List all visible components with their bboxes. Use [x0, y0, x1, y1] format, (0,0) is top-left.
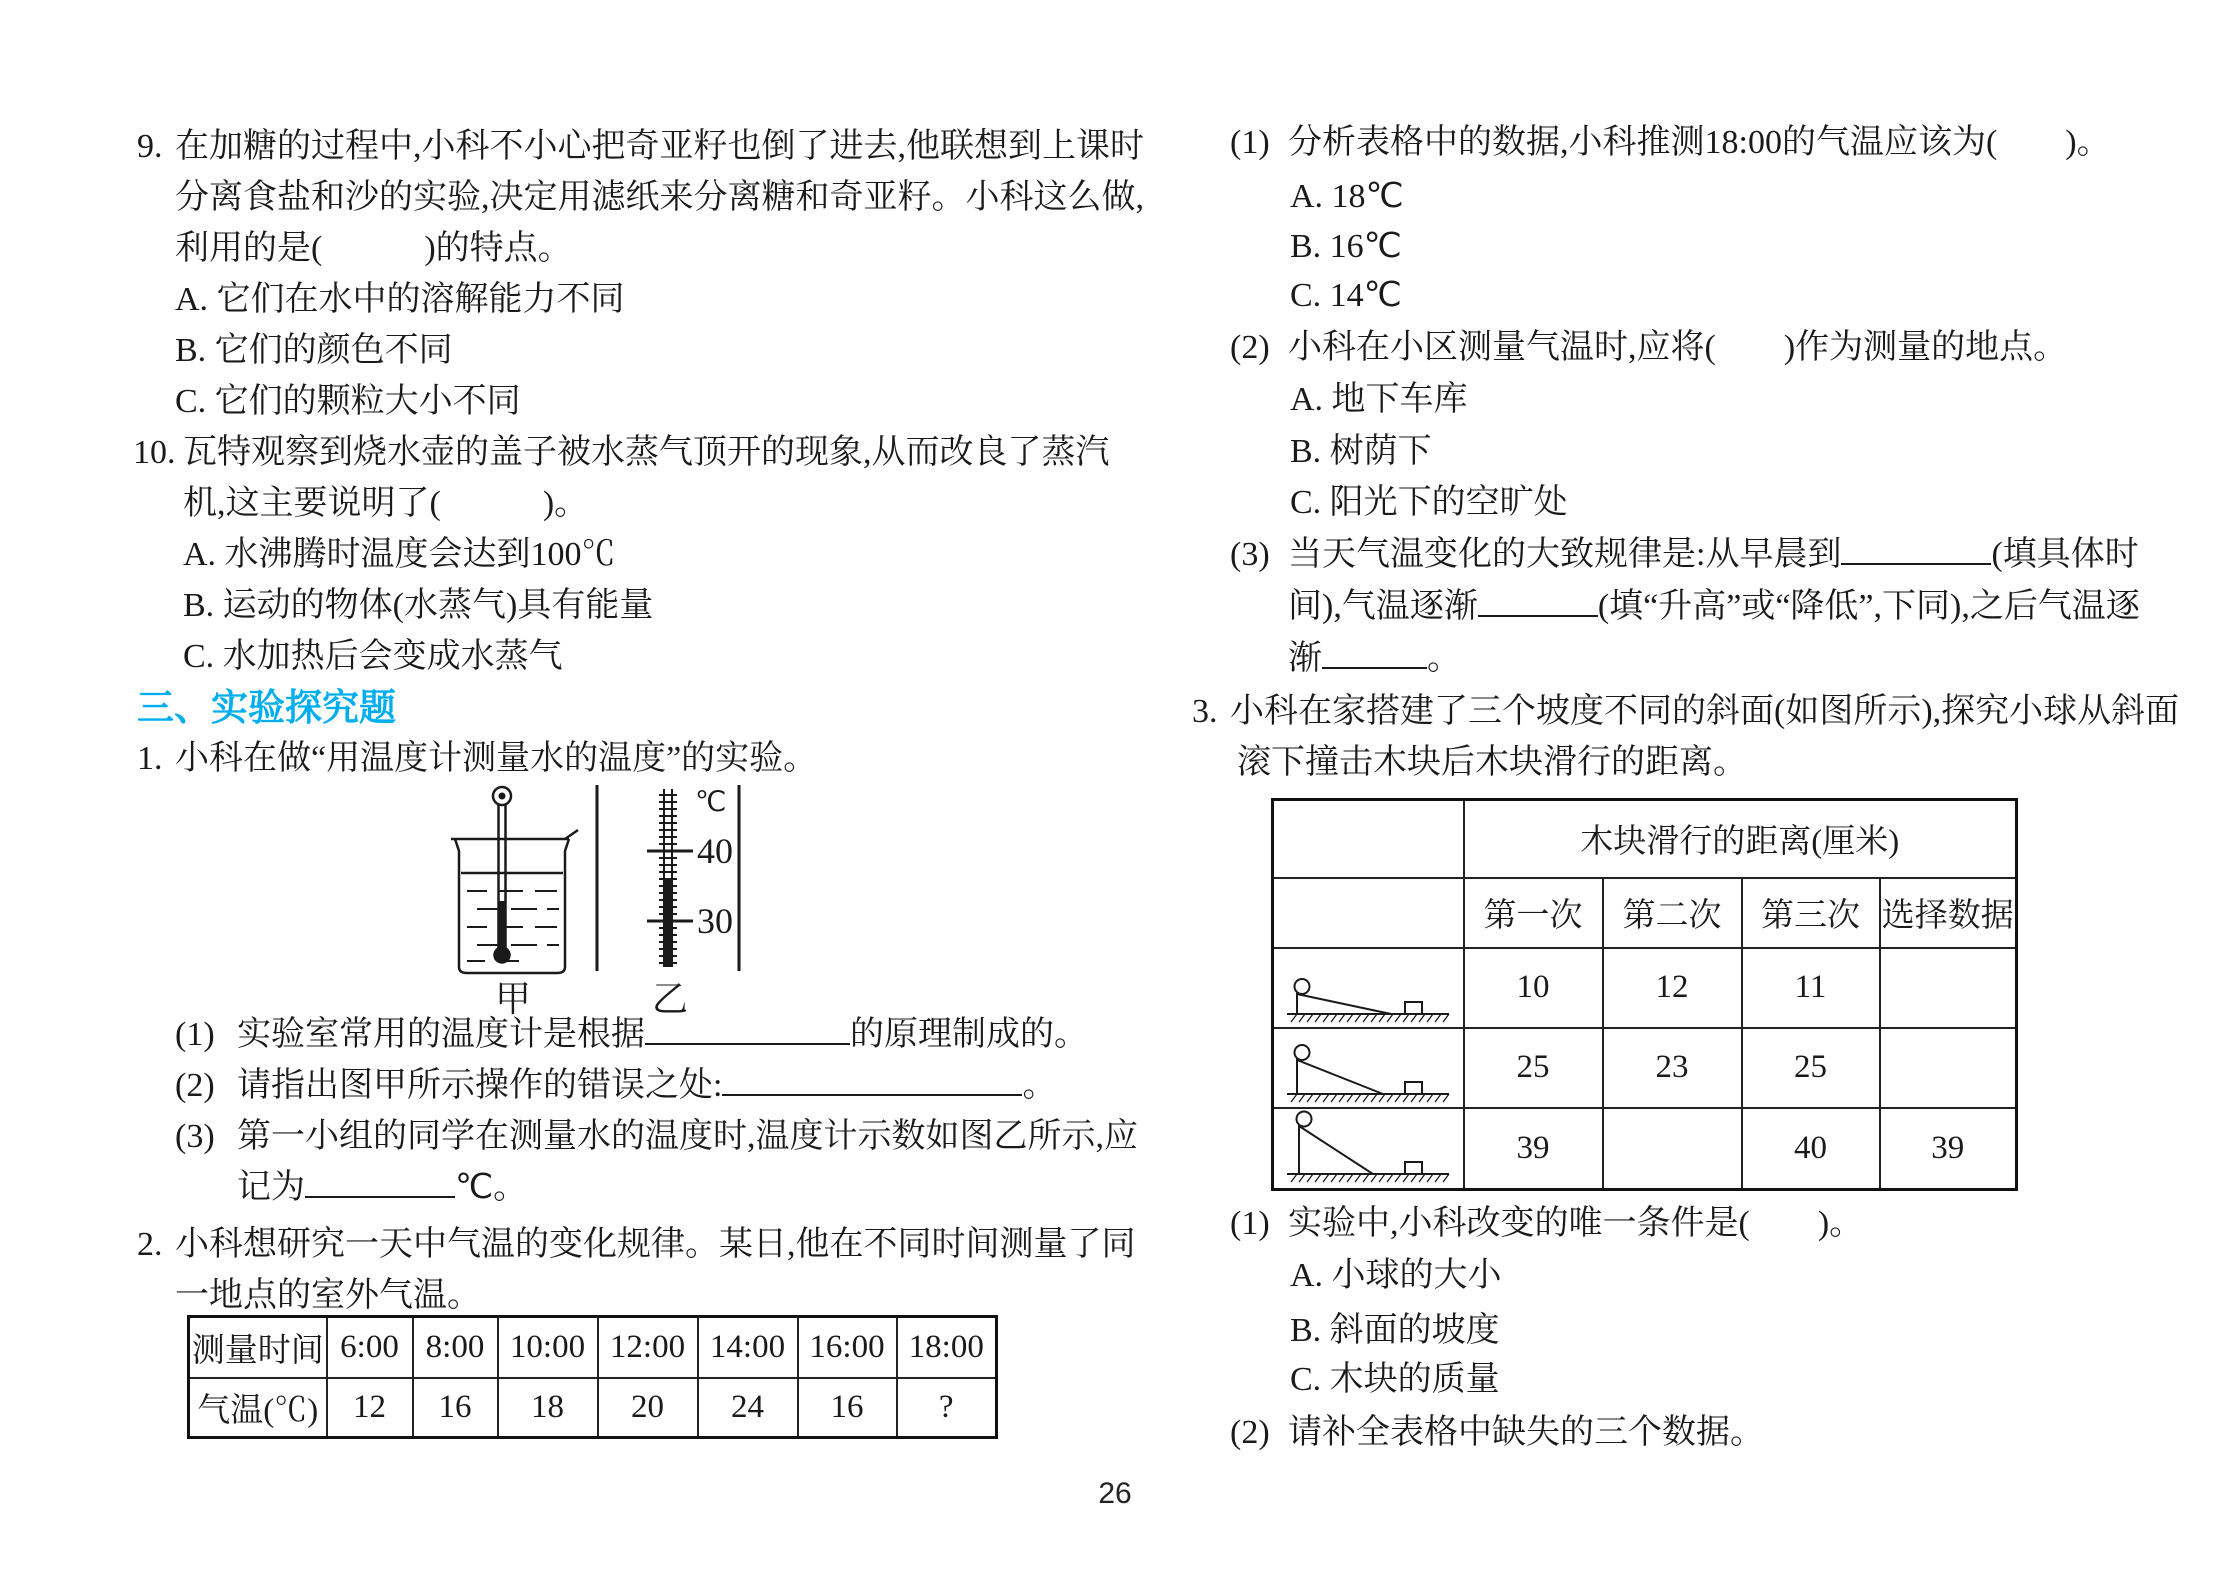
exp1-sub3-line2: [237, 1163, 527, 1213]
temp-header-cell: 气温(℃): [189, 1378, 327, 1438]
time-cell: 18:00: [897, 1317, 997, 1378]
temp-cell: 16: [413, 1378, 498, 1438]
incline-medium-cell: [1273, 1028, 1464, 1108]
question-9-option-a: A. 它们在水中的溶解能力不同: [175, 281, 625, 318]
experiment-1-number: 1.: [137, 740, 163, 777]
right-sub2-number: (2): [1230, 329, 1270, 366]
figure-jia-label: 甲: [495, 979, 532, 1019]
question-9-option-b: B. 它们的颜色不同: [175, 332, 453, 369]
q3-sub2-number: (2): [1230, 1414, 1270, 1451]
exp1-sub3-text: 第一小组的同学在测量水的温度时,温度计示数如图乙所示,应: [237, 1118, 1138, 1155]
temperature-table: [187, 1315, 998, 1439]
q3-sub1-option-c: C. 木块的质量: [1290, 1361, 1500, 1398]
right-sub3-line1: [1230, 530, 2139, 580]
question-9-text: 在加糖的过程中,小科不小心把奇亚籽也倒了进去,他联想到上课时: [175, 128, 1144, 165]
q3-sub2: [1230, 1408, 1764, 1458]
question-3-number: 3.: [1192, 693, 1218, 730]
right-sub2: [1230, 323, 2067, 373]
table-row: [1273, 1028, 2017, 1108]
right-sub1-option-c: C. 14℃: [1290, 277, 1402, 314]
thermometer-40-label: 40: [697, 831, 733, 871]
question-10-option-c: C. 水加热后会变成水蒸气: [183, 638, 563, 675]
right-sub3-line2-after: (填“升高”或“降低”,下同),之后气温逐: [1597, 588, 2140, 625]
q3-sub1-option-a: A. 小球的大小: [1290, 1257, 1502, 1294]
chosen-data-header: 选择数据: [1880, 878, 2017, 948]
right-sub2-option-a: A. 地下车库: [1290, 381, 1468, 418]
table-row: [189, 1317, 997, 1378]
experiment-1-text: 小科在做“用温度计测量水的温度”的实验。: [175, 740, 818, 777]
question-9-option-c: C. 它们的颗粒大小不同: [175, 383, 521, 420]
answer-blank: [645, 1013, 850, 1045]
time-cell: 8:00: [413, 1317, 498, 1378]
answer-blank: [1322, 637, 1427, 669]
exp1-sub3-line1: [175, 1112, 1138, 1162]
distance-cell: 10: [1464, 948, 1603, 1028]
time-cell: 16:00: [798, 1317, 897, 1378]
experiment-2-number: 2.: [137, 1226, 163, 1263]
exp1-sub1-number: (1): [175, 1016, 215, 1053]
exp1-sub2-text-after: 。: [1022, 1067, 1057, 1104]
right-sub2-text: 小科在小区测量气温时,应将( )作为测量的地点。: [1288, 329, 2068, 366]
question-10-line-1: [133, 428, 1110, 478]
incline-low-diagram: [1283, 950, 1453, 1026]
temp-cell: ?: [897, 1378, 997, 1438]
exp1-sub1-text-after: 的原理制成的。: [850, 1016, 1088, 1053]
time-cell: 12:00: [598, 1317, 698, 1378]
right-sub1-text: 分析表格中的数据,小科推测18:00的气温应该为( )。: [1288, 124, 2111, 161]
exp1-sub2-text: 请指出图甲所示操作的错误之处:: [237, 1067, 723, 1104]
right-sub2-option-b: B. 树荫下: [1290, 433, 1432, 470]
distance-cell-blank: [1603, 1108, 1742, 1190]
distance-cell-blank: [1880, 1028, 2017, 1108]
temp-cell: 20: [598, 1378, 698, 1438]
question-9-line-1: [137, 122, 1144, 172]
right-sub1: [1230, 118, 2111, 168]
incline-high-cell: [1273, 1108, 1464, 1190]
question-10-option-a: A. 水沸腾时温度会达到100℃: [183, 536, 616, 573]
question-3-line-2: 滚下撞击木块后木块滑行的距离。: [1237, 744, 1747, 781]
answer-blank: [305, 1166, 455, 1198]
exp1-sub3-line2-after: ℃。: [455, 1169, 528, 1206]
thermometer-30-label: 30: [697, 901, 733, 941]
exp1-sub1-text: 实验室常用的温度计是根据: [237, 1016, 645, 1053]
question-10-number: 10.: [133, 434, 176, 471]
right-sub2-option-c: C. 阳光下的空旷处: [1290, 484, 1568, 521]
right-sub3-line2: [1288, 582, 2140, 632]
distance-cell: 39: [1464, 1108, 1603, 1190]
q3-sub1-number: (1): [1230, 1205, 1270, 1242]
temp-cell: 24: [698, 1378, 798, 1438]
exp1-sub3-number: (3): [175, 1118, 215, 1155]
question-10-text: 瓦特观察到烧水壶的盖子被水蒸气顶开的现象,从而改良了蒸汽: [183, 434, 1110, 471]
table-row: [1273, 800, 2017, 878]
time-cell: 10:00: [498, 1317, 598, 1378]
right-sub3-line1-after: (填具体时: [1991, 536, 2139, 573]
question-3-line-1: [1192, 687, 2179, 737]
distance-cell: 23: [1603, 1028, 1742, 1108]
distance-cell-blank: [1880, 948, 2017, 1028]
trial-3-header: 第三次: [1742, 878, 1880, 948]
right-sub3-line3: [1288, 634, 1461, 684]
exp1-sub3-line2-text: 记为: [237, 1169, 305, 1206]
section-3-header: 三、实验探究题: [137, 687, 396, 728]
distance-cell: 25: [1742, 1028, 1880, 1108]
figure-yi-label: 乙: [652, 979, 689, 1019]
exp1-sub1: [175, 1010, 1088, 1060]
corner-cell-2: [1273, 878, 1464, 948]
question-9-line-3: 利用的是( )的特点。: [175, 230, 572, 267]
table-row: [1273, 1108, 2017, 1190]
time-cell: 14:00: [698, 1317, 798, 1378]
experiment-1-line: [137, 734, 817, 784]
table-row: [189, 1378, 997, 1438]
answer-blank: [722, 1064, 1022, 1096]
incline-high-diagram: [1283, 1110, 1453, 1186]
distance-cell: 25: [1464, 1028, 1603, 1108]
temp-cell: 18: [498, 1378, 598, 1438]
incline-medium-diagram: [1283, 1030, 1453, 1106]
beaker-thermometer-figure: [437, 781, 747, 1019]
q3-sub2-text: 请补全表格中缺失的三个数据。: [1288, 1414, 1764, 1451]
right-sub3-line2-text: 间),气温逐渐: [1288, 588, 1478, 625]
answer-blank: [1841, 533, 1991, 565]
incline-low-cell: [1273, 948, 1464, 1028]
answer-blank: [1478, 585, 1598, 617]
right-sub1-number: (1): [1230, 124, 1270, 161]
corner-cell: [1273, 800, 1464, 878]
exp1-sub2: [175, 1061, 1056, 1111]
sliding-distance-table: [1271, 798, 2018, 1191]
distance-cell: 39: [1880, 1108, 2017, 1190]
distance-cell: 40: [1742, 1108, 1880, 1190]
table-row: [1273, 878, 2017, 948]
beaker-diagram: [451, 787, 578, 973]
temp-cell: 12: [327, 1378, 413, 1438]
experiment-2-line-2: 一地点的室外气温。: [175, 1277, 481, 1314]
question-10-line-2: 机,这主要说明了( )。: [183, 485, 589, 522]
question-9-number: 9.: [137, 128, 163, 165]
page-number: 26: [1098, 1477, 1132, 1510]
exp1-sub2-number: (2): [175, 1067, 215, 1104]
right-sub3-line3-after: 。: [1427, 640, 1461, 677]
right-sub1-option-b: B. 16℃: [1290, 228, 1402, 265]
time-header-cell: 测量时间: [189, 1317, 327, 1378]
experiment-2-text: 小科想研究一天中气温的变化规律。某日,他在不同时间测量了同: [175, 1226, 1136, 1263]
trial-1-header: 第一次: [1464, 878, 1603, 948]
experiment-1-figure: [437, 781, 747, 1024]
span-header-cell: 木块滑行的距离(厘米): [1464, 800, 2017, 878]
right-sub3-number: (3): [1230, 536, 1270, 573]
question-10-option-b: B. 运动的物体(水蒸气)具有能量: [183, 587, 654, 624]
distance-cell: 11: [1742, 948, 1880, 1028]
right-sub3-line3-text: 渐: [1288, 640, 1322, 677]
right-sub3-line1-text: 当天气温变化的大致规律是:从早晨到: [1288, 536, 1842, 573]
thermometer-unit-label: ℃: [695, 787, 727, 818]
q3-sub1-text: 实验中,小科改变的唯一条件是( )。: [1288, 1205, 1864, 1242]
right-sub1-option-a: A. 18℃: [1290, 178, 1404, 215]
trial-2-header: 第二次: [1603, 878, 1742, 948]
time-cell: 6:00: [327, 1317, 413, 1378]
q3-sub1-option-b: B. 斜面的坡度: [1290, 1312, 1500, 1349]
experiment-2-line-1: [137, 1220, 1136, 1270]
question-9-line-2: 分离食盐和沙的实验,决定用滤纸来分离糖和奇亚籽。小科这么做,: [175, 179, 1144, 216]
distance-cell: 12: [1603, 948, 1742, 1028]
q3-sub1: [1230, 1199, 1863, 1249]
temp-cell: 16: [798, 1378, 897, 1438]
table-row: [1273, 948, 2017, 1028]
question-3-text: 小科在家搭建了三个坡度不同的斜面(如图所示),探究小球从斜面: [1230, 693, 2180, 730]
